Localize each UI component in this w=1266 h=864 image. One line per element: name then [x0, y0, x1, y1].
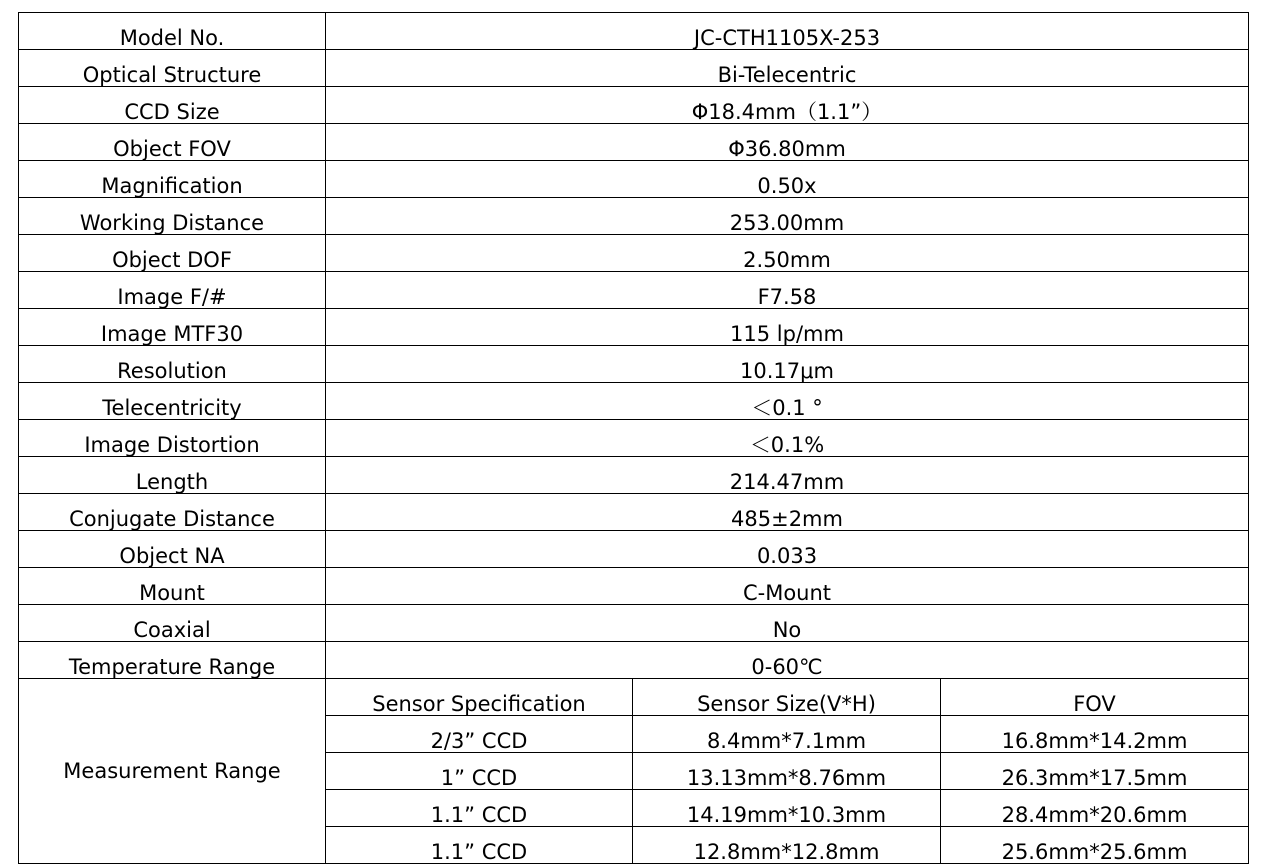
- row-value: 2.50mm: [326, 235, 1249, 272]
- table-row: [19, 50, 1249, 87]
- table-row: [19, 161, 1249, 198]
- sensor-spec-cell: 1.1” CCD: [326, 827, 633, 864]
- table-row: [19, 457, 1249, 494]
- table-row: [19, 494, 1249, 531]
- row-value: 10.17μm: [326, 346, 1249, 383]
- table-row: [19, 605, 1249, 642]
- table-row: [19, 568, 1249, 605]
- row-label: Model No.: [19, 13, 326, 50]
- fov-cell: 28.4mm*20.6mm: [941, 790, 1249, 827]
- row-value: Φ36.80mm: [326, 124, 1249, 161]
- sensor-size-cell: 12.8mm*12.8mm: [633, 827, 941, 864]
- row-label: Resolution: [19, 346, 326, 383]
- fov-cell: 25.6mm*25.6mm: [941, 827, 1249, 864]
- row-value: 0.033: [326, 531, 1249, 568]
- column-header: Sensor Specification: [326, 679, 633, 716]
- row-value: 0.50x: [326, 161, 1249, 198]
- row-label: Image MTF30: [19, 309, 326, 346]
- row-label: Mount: [19, 568, 326, 605]
- row-label: Image Distortion: [19, 420, 326, 457]
- row-label: Telecentricity: [19, 383, 326, 420]
- sensor-spec-cell: 1” CCD: [326, 753, 633, 790]
- row-value: No: [326, 605, 1249, 642]
- row-label: Coaxial: [19, 605, 326, 642]
- row-value: Φ18.4mm（1.1”）: [326, 87, 1249, 124]
- table-row: [19, 420, 1249, 457]
- row-value: C-Mount: [326, 568, 1249, 605]
- row-label: Magnification: [19, 161, 326, 198]
- row-value: ＜0.1%: [326, 420, 1249, 457]
- row-value: 485±2mm: [326, 494, 1249, 531]
- row-label: Temperature Range: [19, 642, 326, 679]
- row-value: 0-60℃: [326, 642, 1249, 679]
- table-row: [19, 235, 1249, 272]
- row-label: CCD Size: [19, 87, 326, 124]
- measurement-range-label: Measurement Range: [19, 679, 326, 864]
- table-row: [19, 346, 1249, 383]
- row-value: JC-CTH1105X-253: [326, 13, 1249, 50]
- row-label: Optical Structure: [19, 50, 326, 87]
- fov-cell: 16.8mm*14.2mm: [941, 716, 1249, 753]
- table-row: [19, 13, 1249, 50]
- table-row: [19, 124, 1249, 161]
- row-label: Working Distance: [19, 198, 326, 235]
- row-label: Object DOF: [19, 235, 326, 272]
- row-label: Conjugate Distance: [19, 494, 326, 531]
- sensor-spec-cell: 2/3” CCD: [326, 716, 633, 753]
- fov-cell: 26.3mm*17.5mm: [941, 753, 1249, 790]
- table-row: [19, 383, 1249, 420]
- row-value: 253.00mm: [326, 198, 1249, 235]
- table-row: [19, 309, 1249, 346]
- row-value: Bi-Telecentric: [326, 50, 1249, 87]
- row-value: 115 lp/mm: [326, 309, 1249, 346]
- sensor-size-cell: 13.13mm*8.76mm: [633, 753, 941, 790]
- table-row: [19, 642, 1249, 679]
- table-row: [19, 198, 1249, 235]
- column-header: Sensor Size(V*H): [633, 679, 941, 716]
- table-row: [19, 87, 1249, 124]
- spec-table: [18, 12, 1249, 864]
- row-value: ＜0.1 °: [326, 383, 1249, 420]
- table-row: [19, 272, 1249, 309]
- row-label: Object FOV: [19, 124, 326, 161]
- column-header: FOV: [941, 679, 1249, 716]
- row-label: Image F/#: [19, 272, 326, 309]
- sensor-size-cell: 14.19mm*10.3mm: [633, 790, 941, 827]
- table-row: [19, 531, 1249, 568]
- row-value: F7.58: [326, 272, 1249, 309]
- row-value: 214.47mm: [326, 457, 1249, 494]
- row-label: Object NA: [19, 531, 326, 568]
- row-label: Length: [19, 457, 326, 494]
- measurement-header-row: [19, 679, 1249, 716]
- sensor-size-cell: 8.4mm*7.1mm: [633, 716, 941, 753]
- sensor-spec-cell: 1.1” CCD: [326, 790, 633, 827]
